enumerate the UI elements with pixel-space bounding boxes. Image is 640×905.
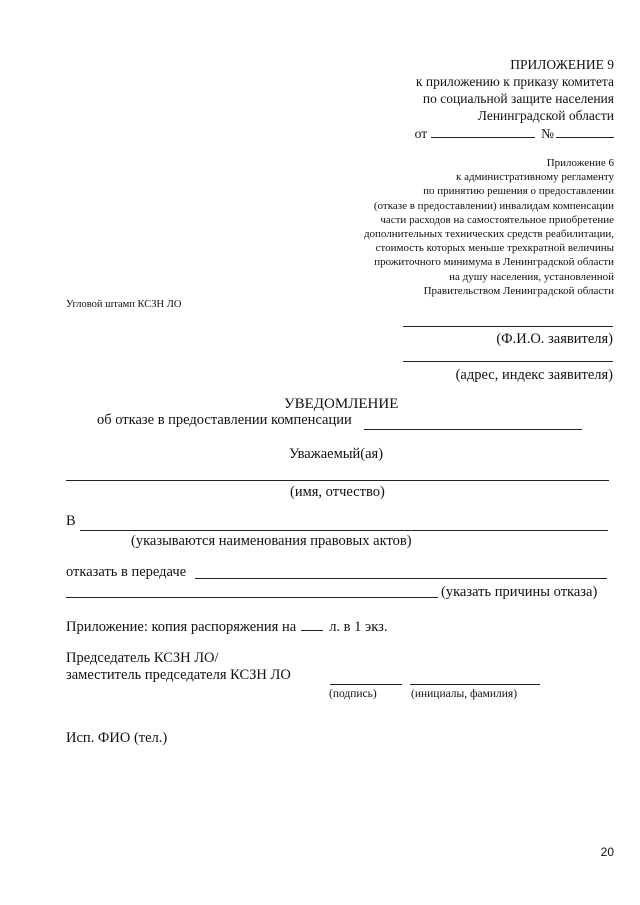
refuse-label: отказать в передаче [66, 564, 187, 580]
signature-caption: (подпись) [329, 688, 377, 700]
appendix-9-line: Ленинградской области [477, 108, 614, 123]
appendix-6-line: по принятию решения о предоставлении [423, 185, 614, 198]
attachment-prefix: Приложение: копия распоряжения на [66, 619, 297, 635]
appendix-6-line: на душу населения, установленной [449, 270, 614, 283]
refusal-reason-field[interactable] [66, 597, 438, 598]
signature-field[interactable] [330, 684, 402, 685]
attachment-line [66, 618, 387, 636]
appendix-6-line: части расходов на самостоятельное приобретение [380, 213, 614, 226]
appendix-6-line: прожиточного минимума в Ленинградской области [374, 256, 614, 269]
appendix-9-line: по социальной защите населения [422, 91, 614, 106]
page-number: 20 [600, 845, 614, 859]
greeting: Уважаемый(ая) [289, 446, 384, 462]
initials-field[interactable] [410, 684, 540, 685]
appendix-6-line: дополнительных технических средств реабилитации, [363, 228, 614, 241]
chair-title-line1: Председатель КСЗН ЛО/ [66, 650, 219, 666]
recipient-name-field[interactable] [66, 480, 609, 481]
from-label: от [414, 126, 428, 141]
notice-title: УВЕДОМЛЕНИЕ [284, 396, 399, 412]
refusal-reason-caption: (указать причины отказа) [441, 584, 598, 600]
compensation-field[interactable] [364, 429, 582, 430]
appendix-9-title: ПРИЛОЖЕНИЕ 9 [510, 57, 614, 72]
applicant-address-caption: (адрес, индекс заявителя) [455, 367, 613, 383]
attachment-pages-blank[interactable] [301, 618, 323, 631]
appendix-9-line: к приложению к приказу комитета [415, 74, 614, 89]
recipient-name-caption: (имя, отчество) [290, 484, 385, 500]
applicant-name-caption: (Ф.И.О. заявителя) [496, 331, 613, 347]
in-label: В [66, 513, 76, 529]
corner-stamp-label: Угловой штамп КСЗН ЛО [66, 299, 182, 310]
initials-caption: (инициалы, фамилия) [411, 688, 518, 700]
legal-acts-caption: (указываются наименования правовых актов) [131, 533, 412, 549]
appendix-6-line: (отказе в предоставлении) инвалидам компенсации [373, 199, 614, 212]
number-blank[interactable] [556, 126, 614, 138]
applicant-address-field[interactable] [403, 361, 613, 362]
appendix-9-block [415, 56, 614, 142]
appendix-6-title: Приложение 6 [546, 157, 614, 169]
notice-subtitle: об отказе в предоставлении компенсации [97, 412, 352, 428]
chair-title-line2: заместитель председателя КСЗН ЛО [66, 667, 291, 683]
legal-acts-field[interactable] [80, 530, 608, 531]
applicant-name-field[interactable] [403, 326, 613, 327]
date-blank[interactable] [431, 126, 535, 138]
appendix-6-block [364, 156, 614, 298]
refusal-object-field[interactable] [195, 578, 607, 579]
appendix-6-line: стоимость которых меньше трехкратной величины [375, 242, 614, 255]
executor-line: Исп. ФИО (тел.) [66, 730, 168, 746]
number-label: № [541, 126, 554, 141]
appendix-6-line: к административному регламенту [456, 171, 614, 184]
appendix-9-date-number-row [415, 125, 614, 142]
attachment-suffix: л. в 1 экз. [329, 619, 388, 635]
appendix-6-line: Правительством Ленинградской области [423, 284, 614, 297]
